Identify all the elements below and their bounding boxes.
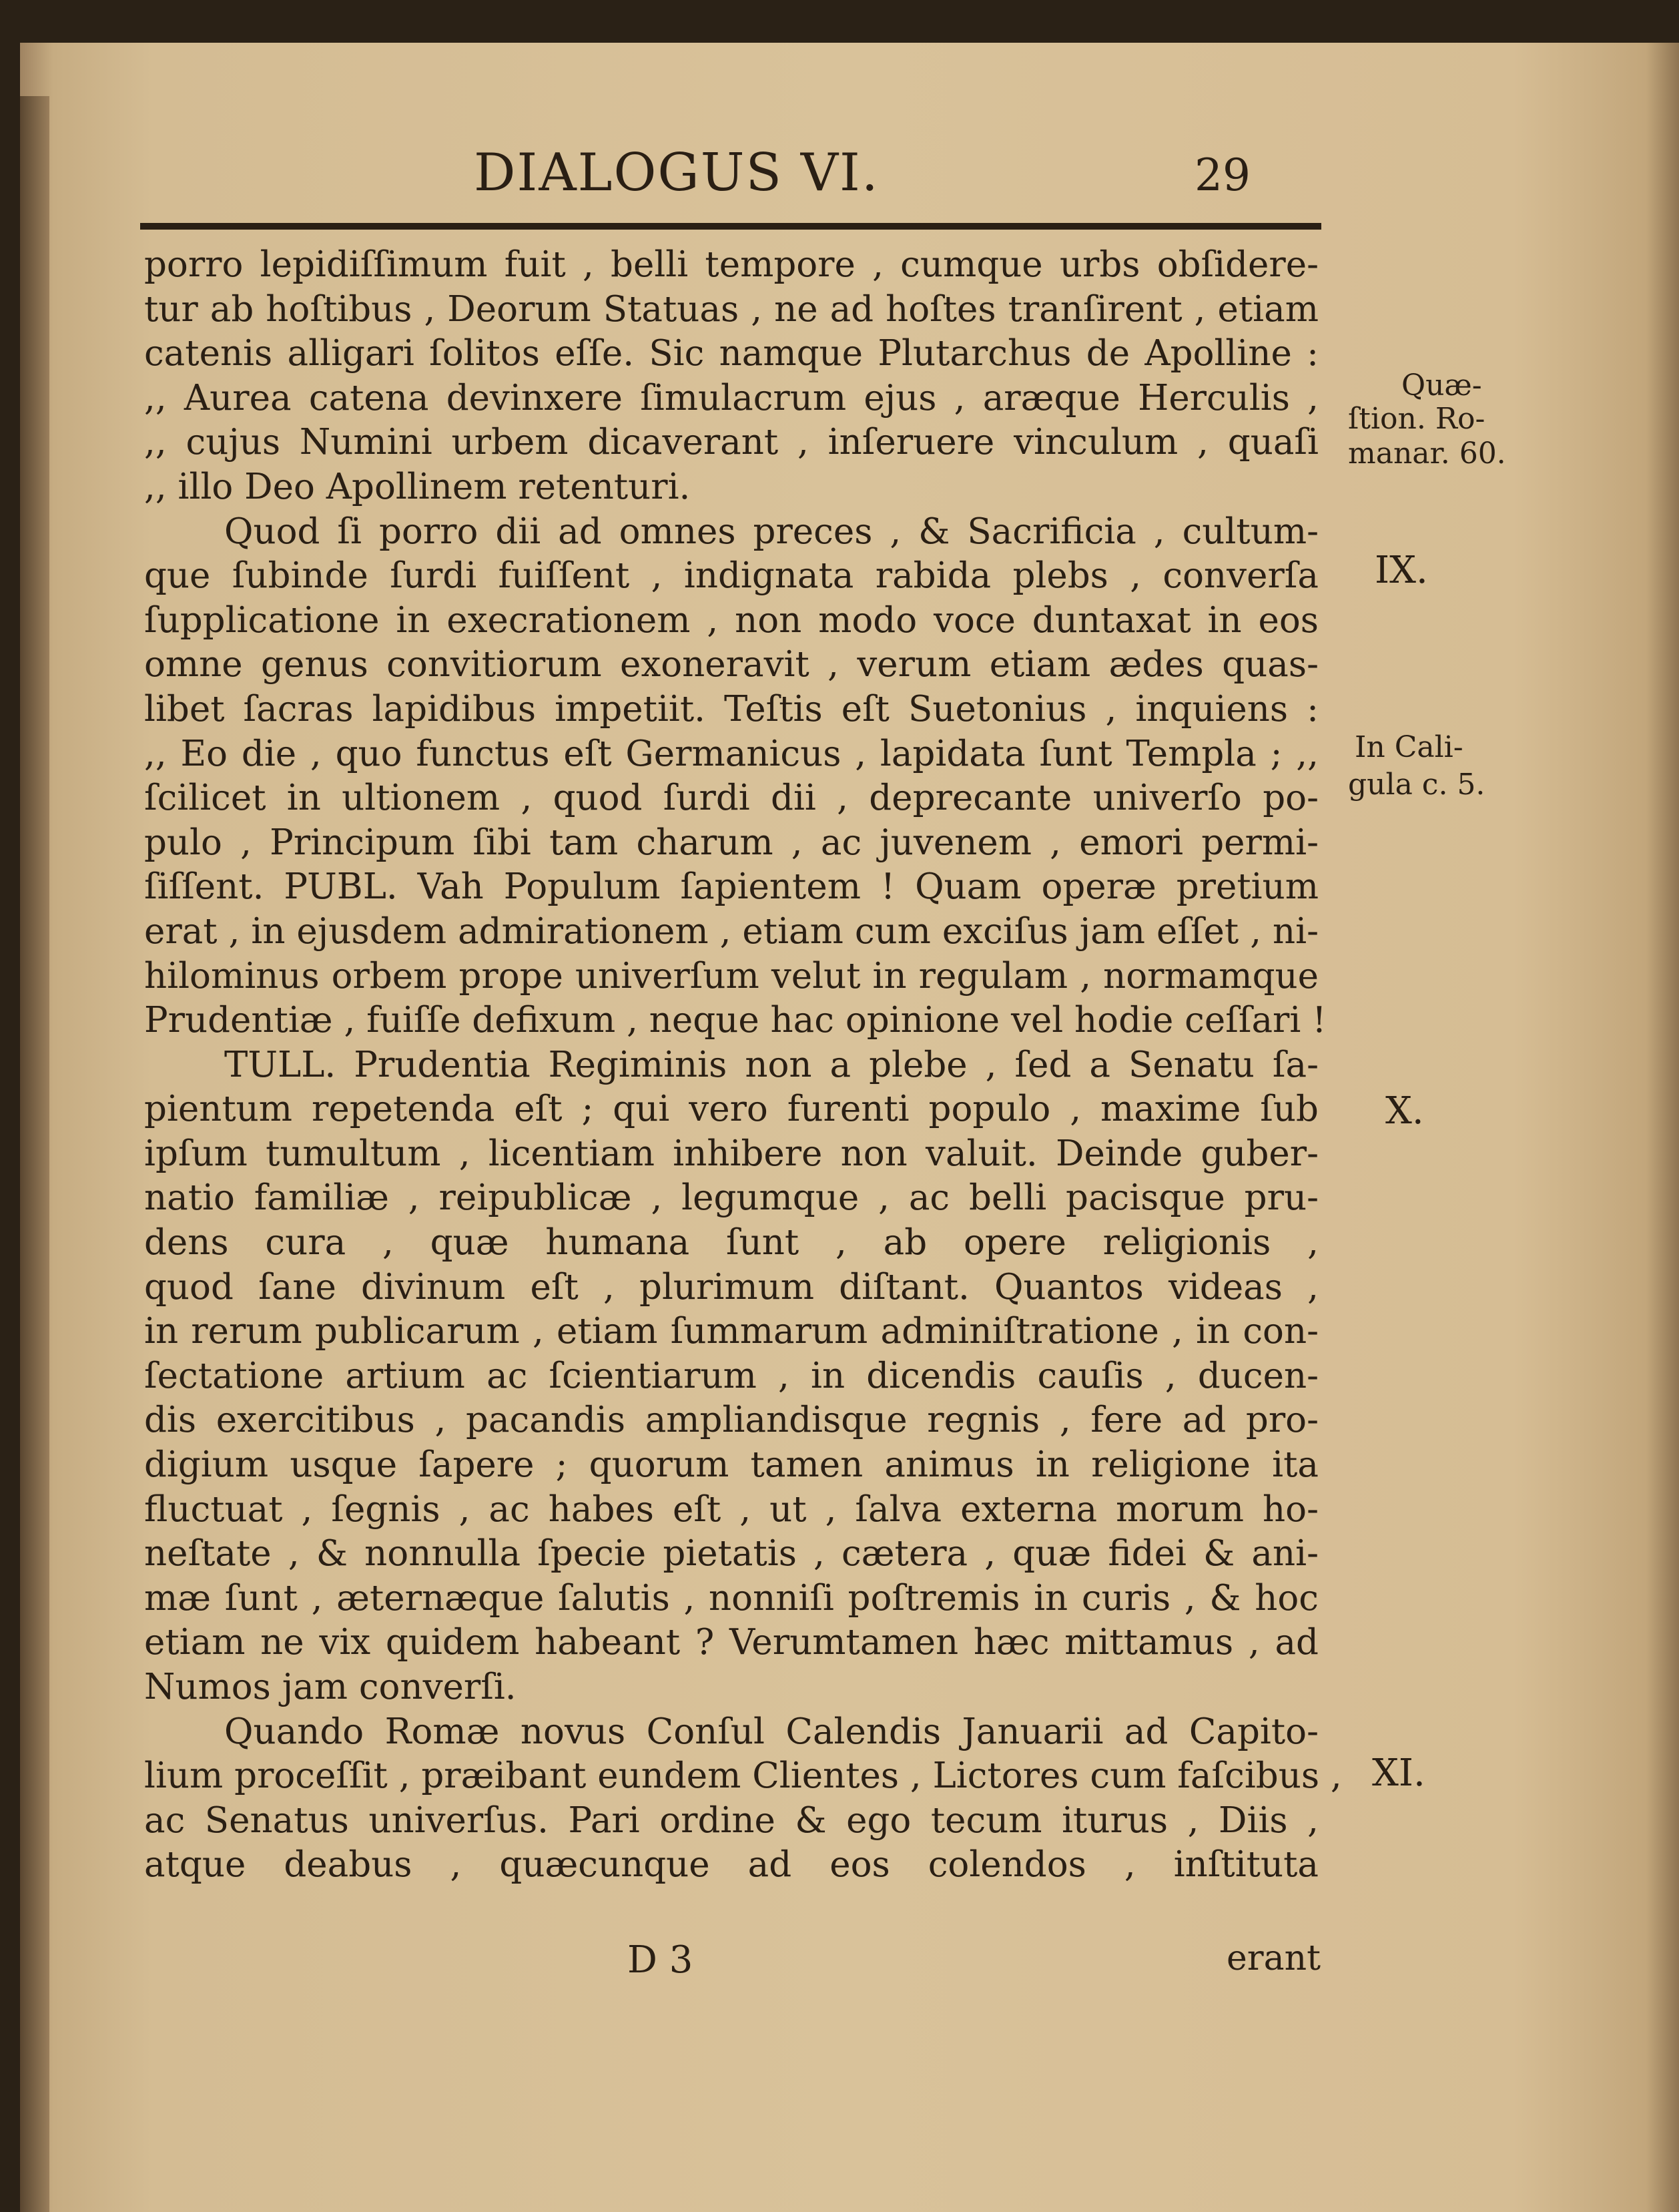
text-line: ſectatione artium ac ſcientiarum , in dicendis cauſis , ducen- bbox=[144, 1355, 1319, 1396]
text-line: fluctuat , ſegnis , ac habes eſt , ut , ſalva externa morum ho- bbox=[144, 1488, 1319, 1530]
text-line: erat , in ejusdem admirationem , etiam cum exciſus jam eſſet , ni- bbox=[144, 910, 1319, 952]
running-head: DIALOGUS VI. bbox=[474, 143, 880, 203]
binding-gutter bbox=[20, 96, 49, 2212]
text-line: pientum repetenda eſt ; qui vero furenti populo , maxime ſub bbox=[144, 1089, 1319, 1130]
text-line: libet ſacras lapidibus impetiit. Teſtis eſt Suetonius , inquiens : bbox=[144, 688, 1319, 730]
text-line: ,, cujus Numini urbem dicaverant , inſeruere vinculum , quaſi bbox=[144, 422, 1319, 463]
margin-note-quaest: manar. 60. bbox=[1348, 437, 1506, 471]
text-line: digium usque ſapere ; quorum tamen animus in religione ita bbox=[144, 1444, 1319, 1486]
text-line: mæ ſunt , æternæque ſalutis , nonniſi poſtremis in curis , & hoc bbox=[144, 1577, 1319, 1619]
text-line: hilominus orbem prope univerſum velut in regulam , normamque bbox=[144, 955, 1319, 997]
text-line: natio familiæ , reipublicæ , legumque , ac belli pacisque pru- bbox=[144, 1177, 1319, 1219]
text-line: atque deabus , quæcunque ad eos colendos , inſtituta bbox=[144, 1844, 1319, 1886]
text-line: Quando Romæ novus Conſul Calendis Januarii ad Capito- bbox=[224, 1711, 1319, 1752]
text-line: pulo , Principum ſibi tam charum , ac juvenem , emori permi- bbox=[144, 822, 1319, 863]
text-line: lium proceſſit , præibant eundem Clientes , Lictores cum faſcibus , bbox=[144, 1755, 1342, 1797]
text-line: que ſubinde ſurdi fuiſſent , indignata rabida plebs , converſa bbox=[144, 555, 1319, 597]
book-page bbox=[20, 43, 1679, 2212]
page-number: 29 bbox=[1195, 150, 1251, 201]
text-line: tur ab hoſtibus , Deorum Statuas , ne ad hoſtes tranſirent , etiam bbox=[144, 288, 1319, 330]
text-line: catenis alligari ſolitos eſſe. Sic namque Plutarchus de Apolline : bbox=[144, 333, 1319, 374]
text-line: ſcilicet in ultionem , quod ſurdi dii , deprecante univerſo po- bbox=[144, 778, 1319, 819]
margin-number-ix: IX. bbox=[1375, 549, 1428, 592]
margin-note-quaest: Quæ- bbox=[1401, 368, 1482, 402]
text-line: dis exercitibus , pacandis ampliandisque regnis , fere ad pro- bbox=[144, 1400, 1319, 1441]
text-line: ,, Eo die , quo functus eſt Germanicus , lapidata ſunt Templa ; ,, bbox=[144, 733, 1319, 774]
text-line: omne genus convitiorum exoneravit , verum etiam ædes quas- bbox=[144, 644, 1319, 685]
body-text bbox=[144, 243, 1342, 1888]
text-line: ipſum tumultum , licentiam inhibere non valuit. Deinde guber- bbox=[144, 1133, 1319, 1174]
margin-number-xi: XI. bbox=[1372, 1751, 1425, 1795]
text-line: porro lepidiſſimum fuit , belli tempore , cumque urbs obſidere- bbox=[144, 244, 1319, 285]
margin-note-caligula: In Cali- bbox=[1355, 730, 1463, 764]
text-line: ac Senatus univerſus. Pari ordine & ego tecum iturus , Diis , bbox=[144, 1800, 1319, 1841]
margin-number-x: X. bbox=[1385, 1089, 1424, 1133]
text-line: Quod ſi porro dii ad omnes preces , & Sacrificia , cultum- bbox=[224, 511, 1319, 552]
text-line: ,, Aurea catena devinxere ſimulacrum ejus , aræque Herculis , bbox=[144, 377, 1319, 419]
margin-note-quaest: ſtion. Ro- bbox=[1348, 402, 1485, 436]
text-line: TULL. Prudentia Regiminis non a plebe , ſed a Senatu ſa- bbox=[224, 1044, 1319, 1085]
text-line: quod ſane divinum eſt , plurimum diſtant. Quantos videas , bbox=[144, 1266, 1319, 1308]
catchword: erant bbox=[1227, 1938, 1321, 1978]
text-line: ſupplicatione in execrationem , non modo voce duntaxat in eos bbox=[144, 599, 1319, 641]
text-line: neſtate , & nonnulla ſpecie pietatis , cætera , quæ fidei & ani- bbox=[144, 1533, 1319, 1575]
text-line: Numos jam converſi. bbox=[144, 1667, 517, 1707]
text-line: dens cura , quæ humana ſunt , ab opere religionis , bbox=[144, 1222, 1319, 1264]
text-line: ,, illo Deo Apollinem retenturi. bbox=[144, 466, 691, 507]
header-rule bbox=[140, 223, 1321, 230]
signature-mark: D 3 bbox=[627, 1938, 693, 1982]
margin-note-caligula: gula c. 5. bbox=[1348, 768, 1485, 802]
text-line: Prudentiæ , fuiſſe defixum , neque hac opinione vel hodie ceſſari ! bbox=[144, 1000, 1327, 1041]
text-line: in rerum publicarum , etiam ſummarum adminiſtratione , in con- bbox=[144, 1311, 1319, 1352]
text-line: ſiſſent. PUBL. Vah Populum ſapientem ! Quam operæ pretium bbox=[144, 866, 1319, 908]
text-line: etiam ne vix quidem habeant ? Verumtamen hæc mittamus , ad bbox=[144, 1622, 1319, 1663]
